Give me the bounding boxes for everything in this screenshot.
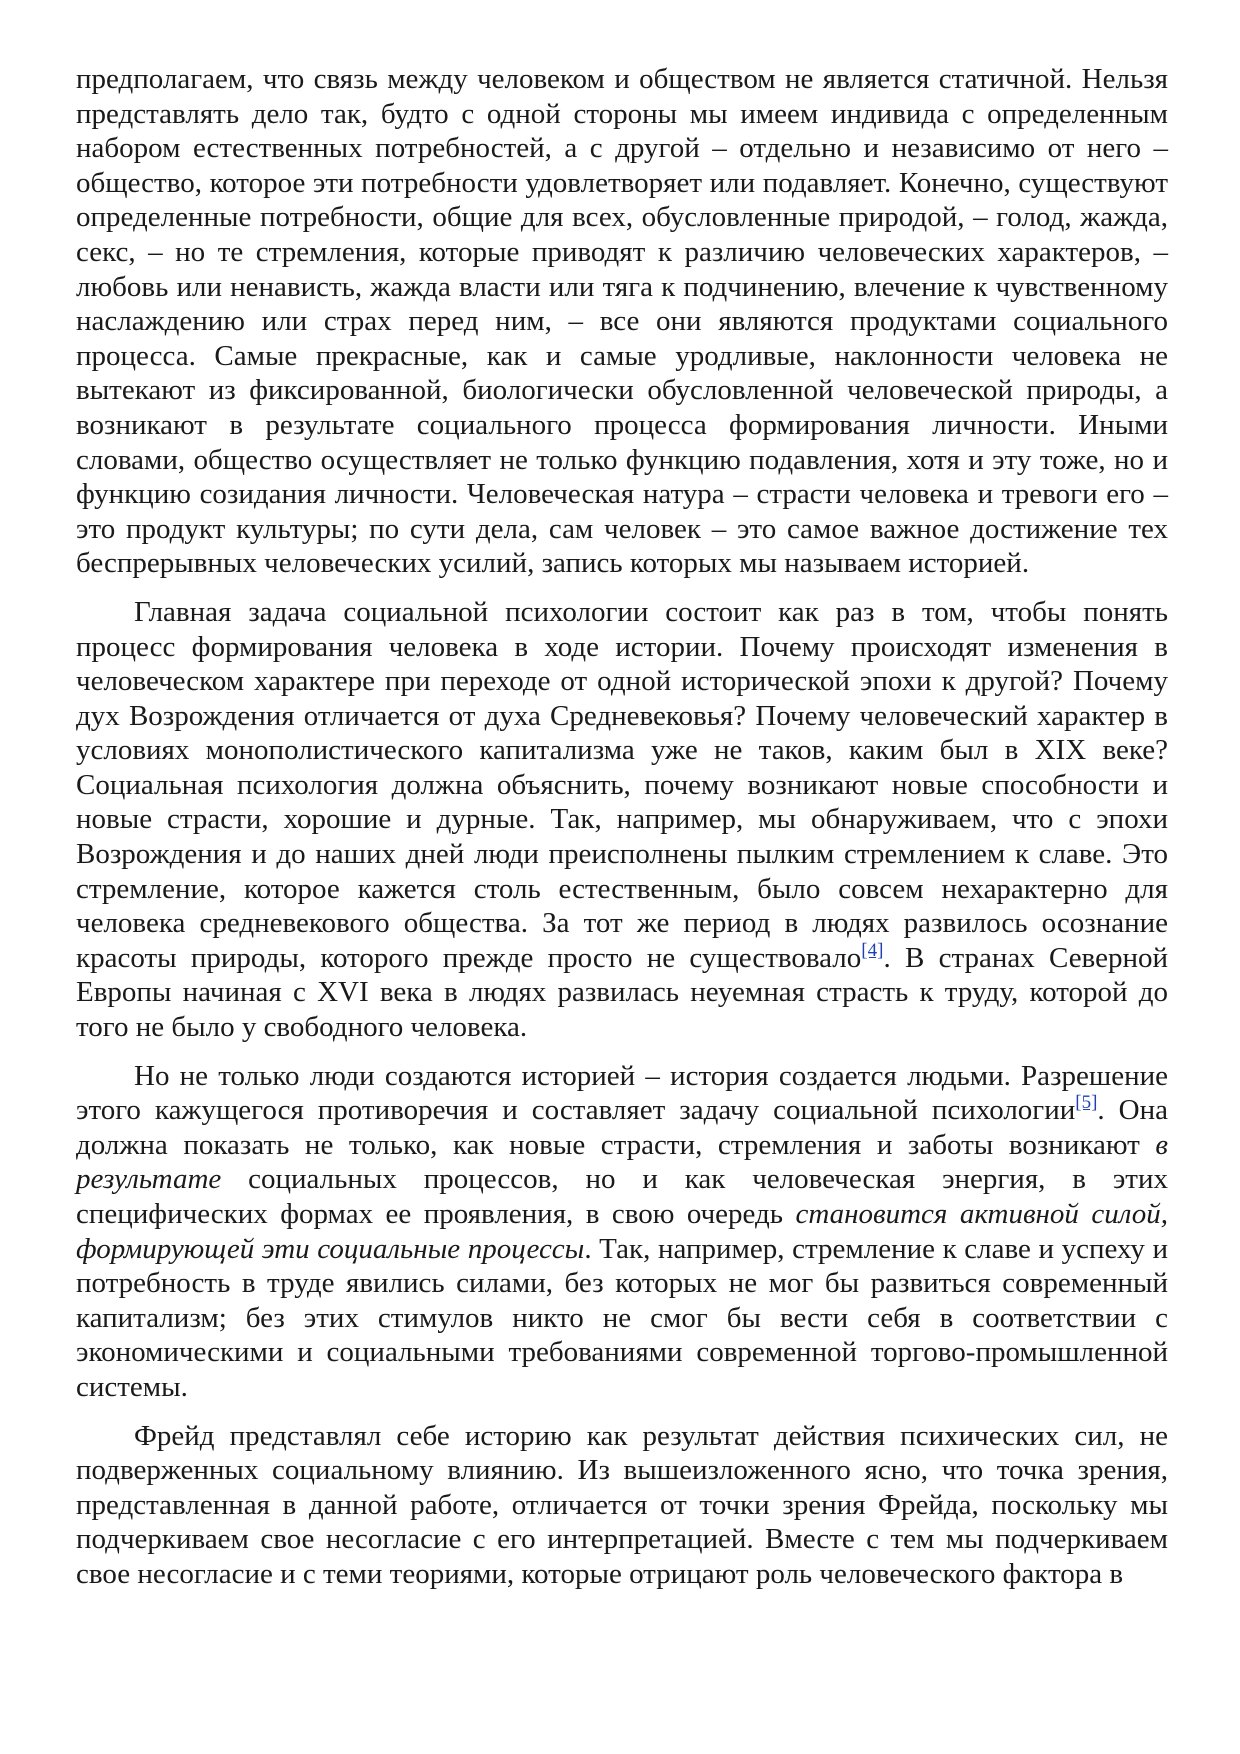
footnote-link-5[interactable]: [5] bbox=[1075, 1092, 1098, 1114]
emphasis-text: в результате bbox=[76, 1128, 1168, 1196]
text-run: социальных процессов, но и как человеческая энергия, в этих специфических формах ее проявления, в свою очередь bbox=[76, 1163, 1168, 1230]
text-run: . Она должна показать не только, как новые страсти, стремления и заботы возникают bbox=[76, 1094, 1168, 1161]
paragraph-social-psychology-task bbox=[76, 595, 1168, 1045]
paragraph-continuation bbox=[76, 62, 1168, 581]
text-run: Главная задача социальной психологии состоит как раз в том, чтобы понять процесс формирования человека в ходе истории. Почему происходят изменения в человеческом характере при переходе от одной исторической эпохи к другой? Почему дух Возрождения отличается от духа Средневековья? Почему человеческий характер в условиях монополистического капитализма уже не таков, каким был в XIX веке? Социальная психология должна объяснить, почему возникают новые способности и новые страсти, хорошие и дурные. Так, например, мы обнаруживаем, что с эпохи Возрождения и до наших дней люди преисполнены пылким стремлением к славе. Это стремление, которое кажется столь естественным, было совсем нехарактерно для человека средневекового общества. За тот же период в людях развилось осознание красоты природы, которого прежде просто не существовало bbox=[76, 595, 1168, 974]
document-page bbox=[76, 62, 1168, 1606]
text-run: . Так, например, стремление к славе и успеху и потребность в труде явились силами, без которых не мог бы развиться современный капитализм; без этих стимулов никто не смог бы вести себя в соответствии с экономическими и социальными требованиями современной торгово-промышленной системы. bbox=[76, 1232, 1168, 1403]
paragraph-history-created-by-people bbox=[76, 1059, 1168, 1405]
text-run: предполагаем, что связь между человеком и обществом не является статичной. Нельзя представлять дело так, будто с одной стороны мы имеем индивида с определенным набором естественных потребностей, а с другой – отдельно и независимо от него – общество, которое эти потребности удовлетворяет или подавляет. Конечно, существуют определенные потребности, общие для всех, обусловленные природой, – голод, жажда, секс, – но те стремления, которые приводят к различию человеческих характеров, – любовь или ненависть, жажда власти или тяга к подчинению, влечение к чувственному наслаждению или страх перед ним, – все они являются продуктами социального процесса. Самые прекрасные, как и самые уродливые, наклонности человека не вытекают из фиксированной, биологически обусловленной человеческой природы, а возникают в результате социального процесса формирования личности. Иными словами, общество осуществляет не только функцию подавления, хотя и эту тоже, но и функцию созидания личности. Человеческая натура – страсти человека и тревоги его – это продукт культуры; по сути дела, сам человек – это самое важное достижение тех беспрерывных человеческих усилий, запись которых мы называем историей. bbox=[76, 63, 1168, 580]
footnote-link-4[interactable]: [4] bbox=[861, 939, 884, 961]
text-run: Но не только люди создаются историей – история создается людьми. Разрешение этого кажущегося противоречия и составляет задачу социальной психологии bbox=[76, 1059, 1168, 1127]
paragraph-freud bbox=[76, 1419, 1168, 1592]
emphasis-text: становится активной силой, формирующей эти социальные процессы bbox=[76, 1198, 1168, 1265]
text-run: . В странах Северной Европы начиная с XVI века в людях развилась неуемная страсть к труду, которой до того не было у свободного человека. bbox=[76, 941, 1168, 1044]
text-run: Фрейд представлял себе историю как результат действия психических сил, не подверженных социальному влиянию. Из вышеизложенного ясно, что точка зрения, представленная в данной работе, отличается от точки зрения Фрейда, поскольку мы подчеркиваем свое несогласие с его интерпретацией. Вместе с тем мы подчеркиваем свое несогласие и с теми теориями, которые отрицают роль человеческого фактора в bbox=[76, 1419, 1168, 1590]
